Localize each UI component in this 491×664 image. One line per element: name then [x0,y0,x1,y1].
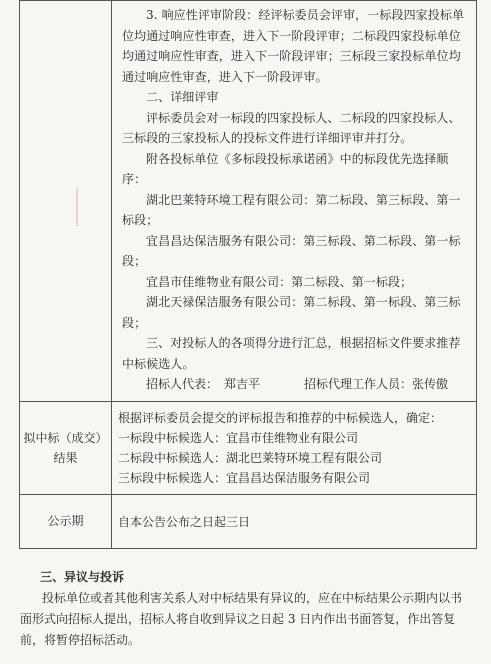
winner-item-1: 一标段中标候选人：宜昌市佳维物业有限公司 [118,430,359,445]
winner-item-3: 三标段中标候选人：宜昌昌达保洁服务有限公司 [118,470,371,485]
publicity-value: 自本公告公布之日起三日 [112,494,477,548]
review-heading-detail: 二、详细评审 [146,90,219,104]
publicity-label: 公示期 [20,494,112,548]
review-content-cell [112,1,477,402]
faint-stamp-mark [76,188,86,226]
objection-text: 投标单位或者其他利害关系人对中标结果有异议的，应在中标结果公示期内以书面形式向招标人提出，招标人将自收到异议之日起 3 日内作出书面答复，作出答复前，将暂停招标活动。 [20,591,463,647]
review-row [20,1,477,402]
review-line-8: 湖北天禄保洁服务有限公司：第二标段、第一标段、第三标段； [122,295,461,330]
result-table [19,0,477,549]
winner-item-2: 二标段中标候选人：湖北巴莱特环境工程有限公司 [118,450,383,465]
review-line-4: 附各投标单位《多标段投标承诺函》中的标段优先选择顺序： [122,151,449,186]
winner-label: 拟中标（成交）结果 [20,401,112,494]
signer-rep: 招标人代表： 郑吉平 [146,377,261,391]
signer-agent: 招标代理工作人员：张传傲 [304,377,449,391]
winner-row [20,401,477,494]
review-line-7: 宜昌市佳维物业有限公司：第二标段、第一标段； [146,274,413,289]
review-line-6: 宜昌昌达保洁服务有限公司：第三标段、第二标段、第一标段； [122,233,461,268]
review-line-5: 湖北巴莱特环境工程有限公司：第二标段、第三标段、第一标段； [122,192,461,227]
review-line-3: 评标委员会对一标段的四家投标人、二标段的四家投标人、三标段的三家投标人的投标文件进行详细评审并打分。 [122,110,461,145]
publicity-row [20,494,477,548]
winner-content-cell [112,401,477,494]
signature-line [122,374,468,395]
review-line-9: 三、对投标人的各项得分进行汇总，根据招标文件要求推荐中标候选人。 [122,336,461,371]
review-label-cell [20,1,112,402]
winner-intro: 根据评标委员会提交的评标报告和推荐的中标候选人，确定： [118,410,443,425]
objection-heading: 三、异议与投诉 [40,570,125,584]
review-line-1: 3. 响应性评审阶段：经评标委员会评审，一标段四家投标单位均通过响应性审查，进入下一阶段评审；二标段四家投标单位均通过响应性审查，进入下一阶段评审；三标段三家投标单位均通过响应性审查，进入下一阶段评审。 [122,8,465,84]
